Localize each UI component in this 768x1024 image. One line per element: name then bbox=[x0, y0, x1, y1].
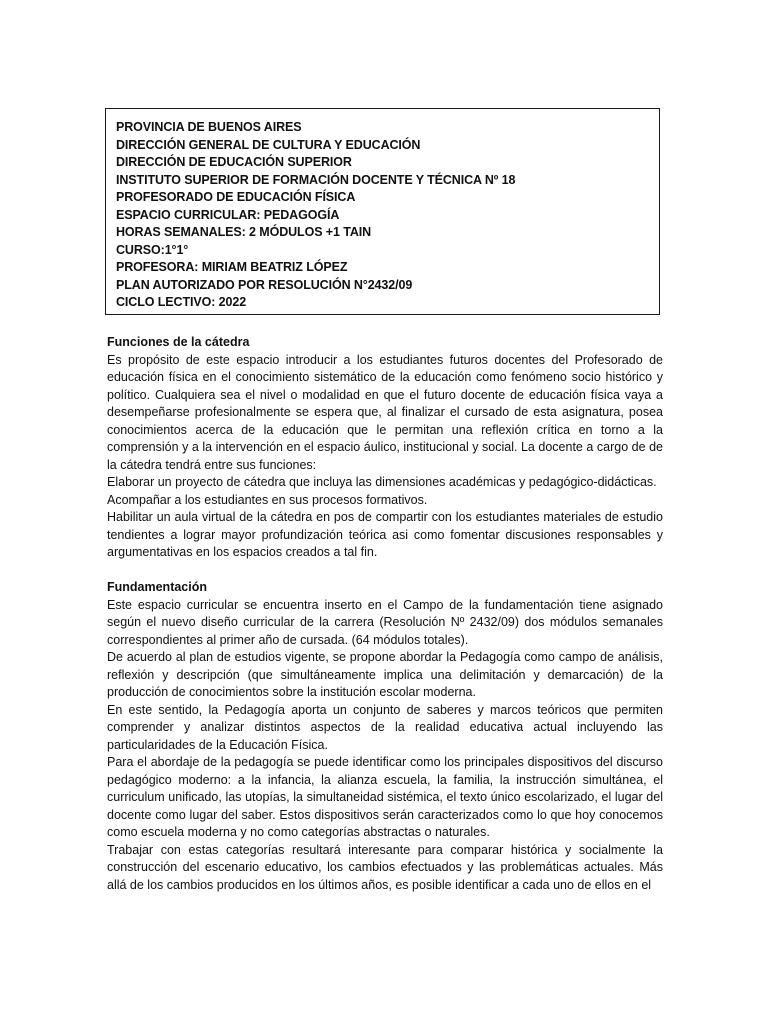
paragraph: Es propósito de este espacio introducir a los estudiantes futuros docentes del Profesorado de educación física en el conocimiento sistemático de la educación como fenómeno socio histórico y político. Cualquiera sea el nivel o modalidad en que el futuro docente de educación física vaya a desempeñarse profesionalmente se espera que, al finalizar el cursado de esta asignatura, posea conocimientos acerca de la educación que le permitan una reflexión crítica en torno a la comprensión y a la intervención en el espacio áulico, institucional y social. La docente a cargo de de la cátedra tendrá entre sus funciones: bbox=[107, 352, 663, 472]
header-curso: CURSO:1°1° bbox=[116, 242, 189, 257]
header-box bbox=[105, 108, 660, 315]
paragraph: Habilitar un aula virtual de la cátedra en pos de compartir con los estudiantes materiales de estudio tendientes a lograr mayor profundización teórica asi como fomentar discusiones responsables y argumentativas en los espacios creados a tal fin. bbox=[107, 510, 663, 559]
header-ciclo-lectivo: CICLO LECTIVO: 2022 bbox=[116, 295, 247, 309]
paragraph: Acompañar a los estudiantes en sus procesos formativos. bbox=[107, 492, 428, 507]
header-horas-semanales: HORAS SEMANALES: 2 MÓDULOS +1 TAIN bbox=[116, 225, 372, 239]
paragraph: Trabajar con estas categorías resultará interesante para comparar histórica y socialmente la construcción del escenario educativo, los cambios efectuados y las problemáticas actuales. Más allá de los cambios producidos en los últimos años, es posible identificar a cada uno de ellos en el bbox=[107, 842, 663, 892]
paragraph: De acuerdo al plan de estudios vigente, se propone abordar la Pedagogía como campo de análisis, reflexión y descripción (que simultáneamente implica una delimitación y demarcación) de la producción de conocimientos sobre la institución escolar moderna. bbox=[107, 650, 663, 699]
header-espacio-curricular: ESPACIO CURRICULAR: PEDAGOGÍA bbox=[116, 207, 340, 222]
header-direction-superior: DIRECCIÓN DE EDUCACIÓN SUPERIOR bbox=[116, 155, 352, 169]
document-body bbox=[107, 334, 663, 894]
header-plan: PLAN AUTORIZADO POR RESOLUCIÓN N°2432/09 bbox=[116, 277, 413, 292]
paragraph: Este espacio curricular se encuentra inserto en el Campo de la fundamentación tiene asignado según el nuevo diseño curricular de la carrera (Resolución Nº 2432/09) dos módulos semanales correspondientes al primer año de cursada. (64 módulos totales). bbox=[107, 597, 663, 647]
header-direction-general: DIRECCIÓN GENERAL DE CULTURA Y EDUCACIÓN bbox=[116, 137, 421, 152]
paragraph: Para el abordaje de la pedagogía se puede identificar como los principales dispositivos del discurso pedagógico moderno: a la infancia, la alianza escuela, la familia, la instrucción simultánea, el curriculum unificado, las utopías, la simultaneidad sistémica, el texto único escolarizado, el lugar del docente como lugar del saber. Estos dispositivos serán caracterizados como lo que hoy conocemos como escuela moderna y no como categorías abstractas o naturales. bbox=[107, 755, 663, 839]
header-province: PROVINCIA DE BUENOS AIRES bbox=[116, 120, 302, 134]
header-profesora: PROFESORA: MIRIAM BEATRIZ LÓPEZ bbox=[116, 260, 348, 274]
paragraph: En este sentido, la Pedagogía aporta un conjunto de saberes y marcos teóricos que permiten comprender y analizar distintos aspectos de la realidad educativa actual incluyendo las particularidades de la Educación Física. bbox=[107, 702, 663, 752]
header-profesorado: PROFESORADO DE EDUCACIÓN FÍSICA bbox=[116, 190, 356, 204]
section-title-fundamentacion: Fundamentación bbox=[107, 580, 208, 594]
header-institute: INSTITUTO SUPERIOR DE FORMACIÓN DOCENTE Y TÉCNICA Nº 18 bbox=[116, 172, 516, 187]
paragraph: Elaborar un proyecto de cátedra que incluya las dimensiones académicas y pedagógico-didácticas. bbox=[107, 475, 657, 489]
section-title-funciones: Funciones de la cátedra bbox=[107, 335, 250, 349]
section-spacer bbox=[107, 562, 663, 580]
